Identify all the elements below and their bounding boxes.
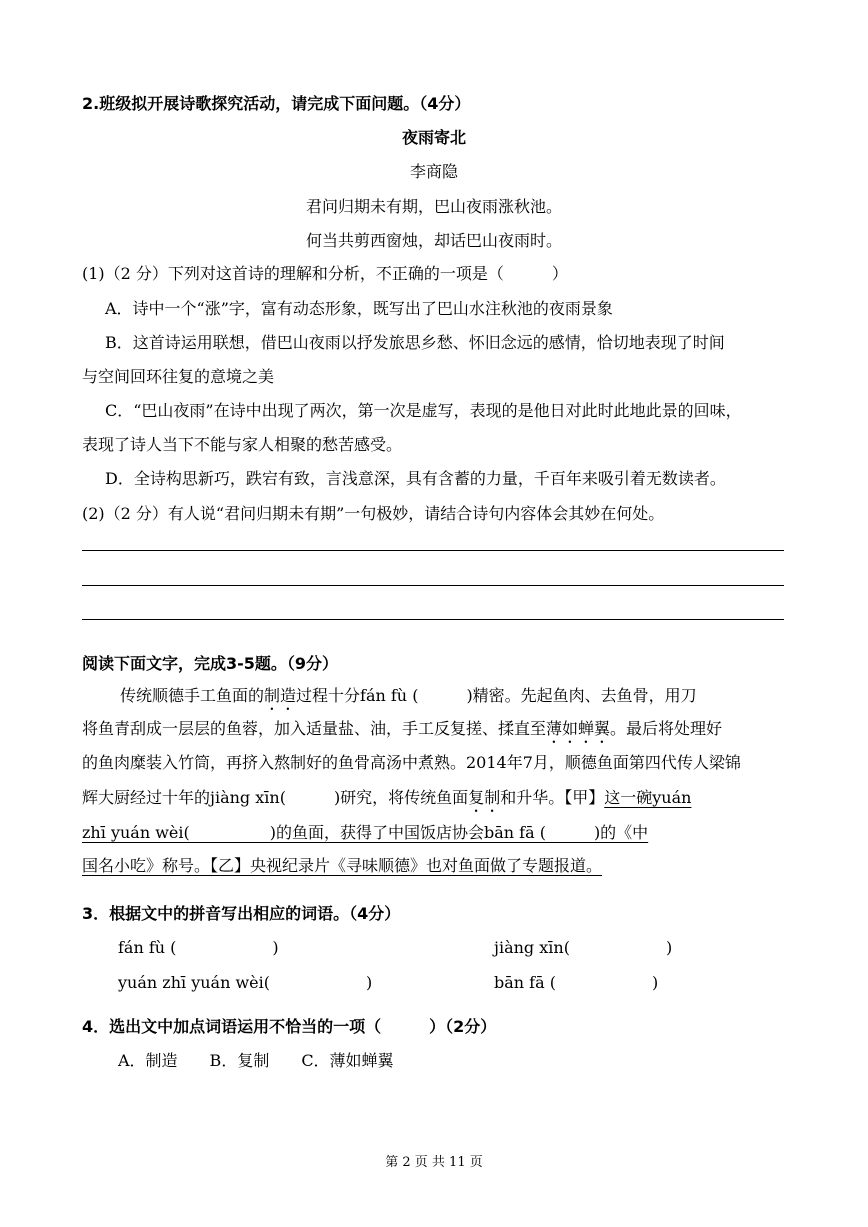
passage-line-1 <box>120 683 697 714</box>
option-b-line-1: B．这首诗运用联想，借巴山夜雨以抒发旅思乡愁、怀旧念远的感情，恰切地表现了时间 <box>105 333 725 352</box>
dotted-word-boruchanyi: 薄如蝉翼 <box>546 719 611 738</box>
answer-blank-banfa[interactable]: bān fā ( ) <box>494 973 659 992</box>
question-2-heading: 2.班级拟开展诗歌探究活动，请完成下面问题。（4分） <box>82 94 471 113</box>
option-c-line-1: C．“巴山夜雨”在诗中出现了两次，第一次是虚写，表现的是他日对此时此地此景的回味， <box>105 401 742 420</box>
page-footer: 第 2 页 共 11 页 <box>385 1155 483 1170</box>
answer-line-2[interactable] <box>82 585 784 586</box>
passage-text: 。最后将处理好 <box>610 719 723 738</box>
answer-blank-yuanzhiyuanwei[interactable]: yuán zhī yuán wèi( ) <box>118 973 373 992</box>
passage-line-4 <box>82 785 691 816</box>
question-4-options: A．制造 B．复制 C．薄如蝉翼 <box>118 1051 394 1070</box>
passage-text: 过程十分fán fù ( )精密。先起鱼肉、去鱼骨，用刀 <box>296 686 697 705</box>
passage-text: 和升华。【甲】 <box>500 788 605 807</box>
poem-line-1: 君问归期未有期，巴山夜雨涨秋池。 <box>305 197 562 216</box>
question-3-heading: 3．根据文中的拼音写出相应的词语。（4分） <box>82 904 401 923</box>
passage-text: 将鱼青刮成一层层的鱼蓉，加入适量盐、油，手工反复搓、揉直至 <box>82 719 547 738</box>
question-4-heading: 4．选出文中加点词语运用不恰当的一项（ ）（2分） <box>82 1017 497 1036</box>
passage-line-5: zhī yuán wèi( )的鱼面，获得了中国饭店协会bān fā ( )的《中 <box>82 823 649 842</box>
dotted-word-zhizao: 制造 <box>264 686 297 705</box>
passage-line-2 <box>82 716 722 747</box>
option-d: D．全诗构思新巧，跌宕有致，言浅意深，具有含蓄的力量，千百年来吸引着无数读者。 <box>105 469 726 488</box>
passage-text: 辉大厨经过十年的jiàng xīn( )研究，将传统鱼面 <box>82 788 469 807</box>
answer-line-1[interactable] <box>82 550 784 551</box>
option-a: A．诗中一个“涨”字，富有动态形象，既写出了巴山水注秋池的夜雨景象 <box>105 299 613 318</box>
underlined-text: 这一碗yuán <box>604 788 692 807</box>
poem-line-2: 何当共剪西窗烛，却话巴山夜雨时。 <box>305 231 562 250</box>
passage-line-3: 的鱼肉糜装入竹筒，再挤入熬制好的鱼骨高汤中煮熟。2014年7月，顺德鱼面第四代传人梁锦 <box>82 753 741 772</box>
dotted-word-fuzhi: 复制 <box>468 788 501 807</box>
answer-blank-fanfu[interactable]: fán fù ( ) <box>118 938 279 957</box>
answer-line-3[interactable] <box>82 619 784 620</box>
sub-question-2-stem: (2)（2 分）有人说“君问归期未有期”一句极妙，请结合诗句内容体会其妙在何处。 <box>82 504 665 523</box>
poem-author: 李商隐 <box>409 162 458 181</box>
reading-heading: 阅读下面文字，完成3-5题。（9分） <box>82 654 339 673</box>
poem-title: 夜雨寄北 <box>401 128 466 147</box>
passage-text: 传统顺德手工鱼面的 <box>120 686 265 705</box>
passage-line-6: 国名小吃》称号。【乙】央视纪录片《寻味顺德》也对鱼面做了专题报道。 <box>82 856 603 875</box>
answer-blank-jiangxin[interactable]: jiàng xīn( ) <box>494 938 673 957</box>
sub-question-1-stem: (1)（2 分）下列对这首诗的理解和分析，不正确的一项是（ ） <box>82 264 568 283</box>
option-c-line-2: 表现了诗人当下不能与家人相聚的愁苦感受。 <box>82 435 403 454</box>
option-b-line-2: 与空间回环往复的意境之美 <box>82 367 275 386</box>
